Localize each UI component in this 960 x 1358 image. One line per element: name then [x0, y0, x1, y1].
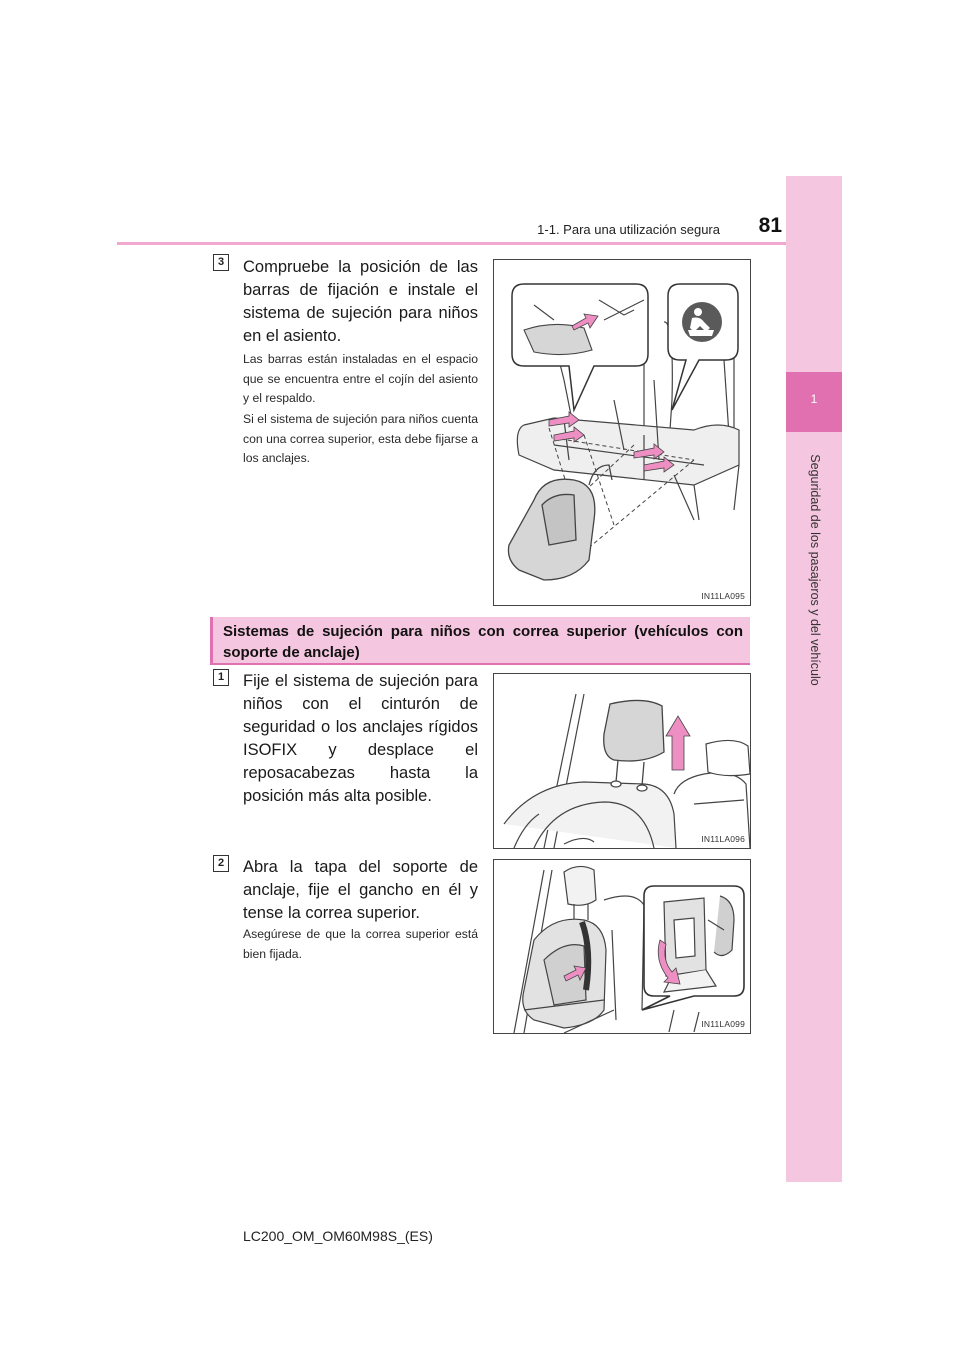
step-3-instruction: Compruebe la posición de las barras de fijación e instale el sistema de sujeción para niños en el asiento.: [243, 258, 478, 345]
step-3-badge: 3: [213, 254, 229, 271]
anchor-bracket-illustration: [494, 860, 750, 1033]
figure-code-095: IN11LA095: [701, 591, 745, 601]
footer-document-id: LC200_OM_OM60M98S_(ES): [243, 1228, 433, 1244]
page-number: 81: [758, 214, 782, 237]
section-heading-underline: [210, 663, 750, 665]
step-1-instruction: Fije el sistema de sujeción para niños con el cinturón de seguridad o los anclajes rígidos ISOFIX y desplace el reposacabezas hasta la posición más alta posible.: [243, 672, 478, 805]
section-heading: Sistemas de sujeción para niños con correa superior (vehículos con soporte de anclaje): [223, 623, 743, 661]
chapter-title-container: [800, 420, 830, 720]
step-3-note-1: Las barras están instaladas en el espacio que se encuentra entre el cojín del asiento y el respaldo.: [243, 352, 478, 405]
step-2-badge: 2: [213, 855, 229, 872]
running-header-section: 1-1. Para una utilización segura: [537, 222, 720, 237]
figure-headrest: [493, 673, 751, 849]
figure-anchor-bracket: [493, 859, 751, 1034]
step-2-instruction: Abra la tapa del soporte de anclaje, fije el gancho en él y tense la correa superior.: [243, 858, 478, 922]
figure-isofix-bars: [493, 259, 751, 606]
figure-code-096: IN11LA096: [701, 834, 745, 844]
isofix-bars-illustration: [494, 260, 750, 605]
figure-code-099: IN11LA099: [701, 1019, 745, 1029]
headrest-illustration: [494, 674, 750, 848]
section-heading-box: [210, 617, 750, 663]
header-rule: [117, 242, 787, 245]
step-1-badge: 1: [213, 669, 229, 686]
step-2-note-1: Asegúrese de que la correa superior está bien fijada.: [243, 927, 478, 961]
chapter-number: 1: [810, 392, 818, 406]
chapter-title: Seguridad de los pasajeros y del vehículo: [808, 454, 822, 686]
step-3-note-2: Si el sistema de sujeción para niños cuenta con una correa superior, esta debe fijarse a los anclajes.: [243, 412, 478, 465]
